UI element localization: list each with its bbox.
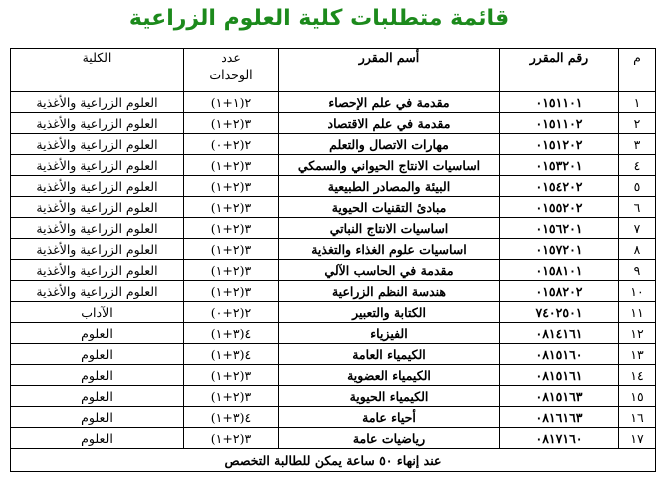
course-code: ٠٨١٥١٦٠ [500, 344, 619, 365]
table-row [11, 281, 656, 302]
course-name: الكيمياء العامة [279, 344, 500, 365]
table-row [11, 407, 656, 428]
course-units: ٣(٢+١) [184, 365, 279, 386]
requirements-table [10, 48, 656, 472]
course-name: أحياء عامة [279, 407, 500, 428]
header-units-line1: عدد [221, 50, 241, 65]
course-college: العلوم الزراعية والأغذية [11, 113, 184, 134]
course-college: العلوم الزراعية والأغذية [11, 176, 184, 197]
course-units: ٣(٢+١) [184, 113, 279, 134]
course-code: ٠١٥٤٢٠٢ [500, 176, 619, 197]
course-name: مقدمة في علم الاقتصاد [279, 113, 500, 134]
course-units: ٣(٢+١) [184, 218, 279, 239]
course-units: ٢(٢+٠) [184, 134, 279, 155]
table-row [11, 239, 656, 260]
course-code: ٠٨١٥١٦١ [500, 365, 619, 386]
table-row [11, 428, 656, 449]
header-name: أسم المقرر [279, 49, 500, 92]
course-units: ٣(٢+١) [184, 176, 279, 197]
course-code: ٠١٥١٢٠٢ [500, 134, 619, 155]
course-num: ١٤ [619, 365, 656, 386]
footer-note: عند إنهاء ٥٠ ساعة يمكن للطالبة التخصص [11, 449, 656, 472]
course-code: ٠١٥١١٠٢ [500, 113, 619, 134]
course-college: العلوم الزراعية والأغذية [11, 239, 184, 260]
course-name: الكتابة والتعبير [279, 302, 500, 323]
course-code: ٠١٥٨٢٠٢ [500, 281, 619, 302]
course-units: ٣(٢+١) [184, 428, 279, 449]
course-units: ٤(٣+١) [184, 344, 279, 365]
course-units: ٣(٢+١) [184, 155, 279, 176]
course-num: ٨ [619, 239, 656, 260]
course-code: ٠٨١٧١٦٠ [500, 428, 619, 449]
table-row [11, 302, 656, 323]
course-college: العلوم [11, 428, 184, 449]
course-num: ١٢ [619, 323, 656, 344]
course-college: العلوم الزراعية والأغذية [11, 155, 184, 176]
course-num: ٥ [619, 176, 656, 197]
course-code: ٠١٥٧٢٠١ [500, 239, 619, 260]
course-college: العلوم الزراعية والأغذية [11, 260, 184, 281]
table-row [11, 344, 656, 365]
course-num: ٩ [619, 260, 656, 281]
course-code: ٠١٥٨١٠١ [500, 260, 619, 281]
course-num: ٢ [619, 113, 656, 134]
course-units: ٣(٢+١) [184, 260, 279, 281]
header-units-line2: الوحدات [209, 67, 253, 82]
table-row [11, 155, 656, 176]
course-num: ١٦ [619, 407, 656, 428]
course-units: ٤(٣+١) [184, 407, 279, 428]
course-units: ٣(٢+١) [184, 281, 279, 302]
course-name: رياضيات عامة [279, 428, 500, 449]
table-row [11, 323, 656, 344]
course-name: اساسيات الانتاج النباتي [279, 218, 500, 239]
course-num: ٦ [619, 197, 656, 218]
course-college: العلوم [11, 344, 184, 365]
course-name: مهارات الاتصال والتعلم [279, 134, 500, 155]
course-num: ١٧ [619, 428, 656, 449]
course-code: ٠١٥٦٢٠١ [500, 218, 619, 239]
table-row [11, 197, 656, 218]
table-row [11, 134, 656, 155]
course-college: العلوم الزراعية والأغذية [11, 92, 184, 113]
course-name: مبادئ التقنيات الحيوية [279, 197, 500, 218]
course-college: العلوم الزراعية والأغذية [11, 281, 184, 302]
table-row [11, 218, 656, 239]
course-college: العلوم الزراعية والأغذية [11, 134, 184, 155]
header-code: رقم المقرر [500, 49, 619, 92]
course-units: ٣(٢+١) [184, 386, 279, 407]
course-units: ٣(٢+١) [184, 197, 279, 218]
course-college: العلوم الزراعية والأغذية [11, 197, 184, 218]
course-code: ٠١٥٣٢٠١ [500, 155, 619, 176]
footer-row [11, 449, 656, 472]
course-code: ٧٤٠٢٥٠١ [500, 302, 619, 323]
course-num: ١ [619, 92, 656, 113]
course-name: البيئة والمصادر الطبيعية [279, 176, 500, 197]
table-row [11, 260, 656, 281]
course-code: ٠١٥٥٢٠٢ [500, 197, 619, 218]
header-college: الكلية [11, 49, 184, 92]
course-college: الآداب [11, 302, 184, 323]
header-units [184, 49, 279, 92]
table-row [11, 176, 656, 197]
table-row [11, 92, 656, 113]
table-row [11, 113, 656, 134]
course-units: ٣(٢+١) [184, 239, 279, 260]
course-code: ٠٨١٦١٦٣ [500, 407, 619, 428]
course-name: الكيمياء العضوية [279, 365, 500, 386]
table-row [11, 365, 656, 386]
course-code: ٠٨١٥١٦٣ [500, 386, 619, 407]
course-num: ١١ [619, 302, 656, 323]
course-college: العلوم [11, 323, 184, 344]
course-code: ٠١٥١١٠١ [500, 92, 619, 113]
course-num: ٧ [619, 218, 656, 239]
page-title: قائمة متطلبات كلية العلوم الزراعية [128, 6, 510, 31]
course-name: الفيزياء [279, 323, 500, 344]
course-num: ١٣ [619, 344, 656, 365]
course-name: مقدمة في الحاسب الآلي [279, 260, 500, 281]
course-name: اساسيات الانتاج الحيواني والسمكي [279, 155, 500, 176]
course-code: ٠٨١٤١٦١ [500, 323, 619, 344]
table-row [11, 386, 656, 407]
course-name: اساسيات علوم الغذاء والتغذية [279, 239, 500, 260]
course-num: ١٠ [619, 281, 656, 302]
course-name: الكيمياء الحيوية [279, 386, 500, 407]
table-header-row [11, 49, 656, 92]
header-num: م [619, 49, 656, 92]
course-college: العلوم الزراعية والأغذية [11, 218, 184, 239]
course-name: مقدمة في علم الإحصاء [279, 92, 500, 113]
course-college: العلوم [11, 386, 184, 407]
course-name: هندسة النظم الزراعية [279, 281, 500, 302]
course-num: ٤ [619, 155, 656, 176]
course-college: العلوم [11, 365, 184, 386]
course-num: ١٥ [619, 386, 656, 407]
course-college: العلوم [11, 407, 184, 428]
course-units: ٢(١+١) [184, 92, 279, 113]
course-units: ٢(٢+٠) [184, 302, 279, 323]
course-units: ٤(٣+١) [184, 323, 279, 344]
course-num: ٣ [619, 134, 656, 155]
